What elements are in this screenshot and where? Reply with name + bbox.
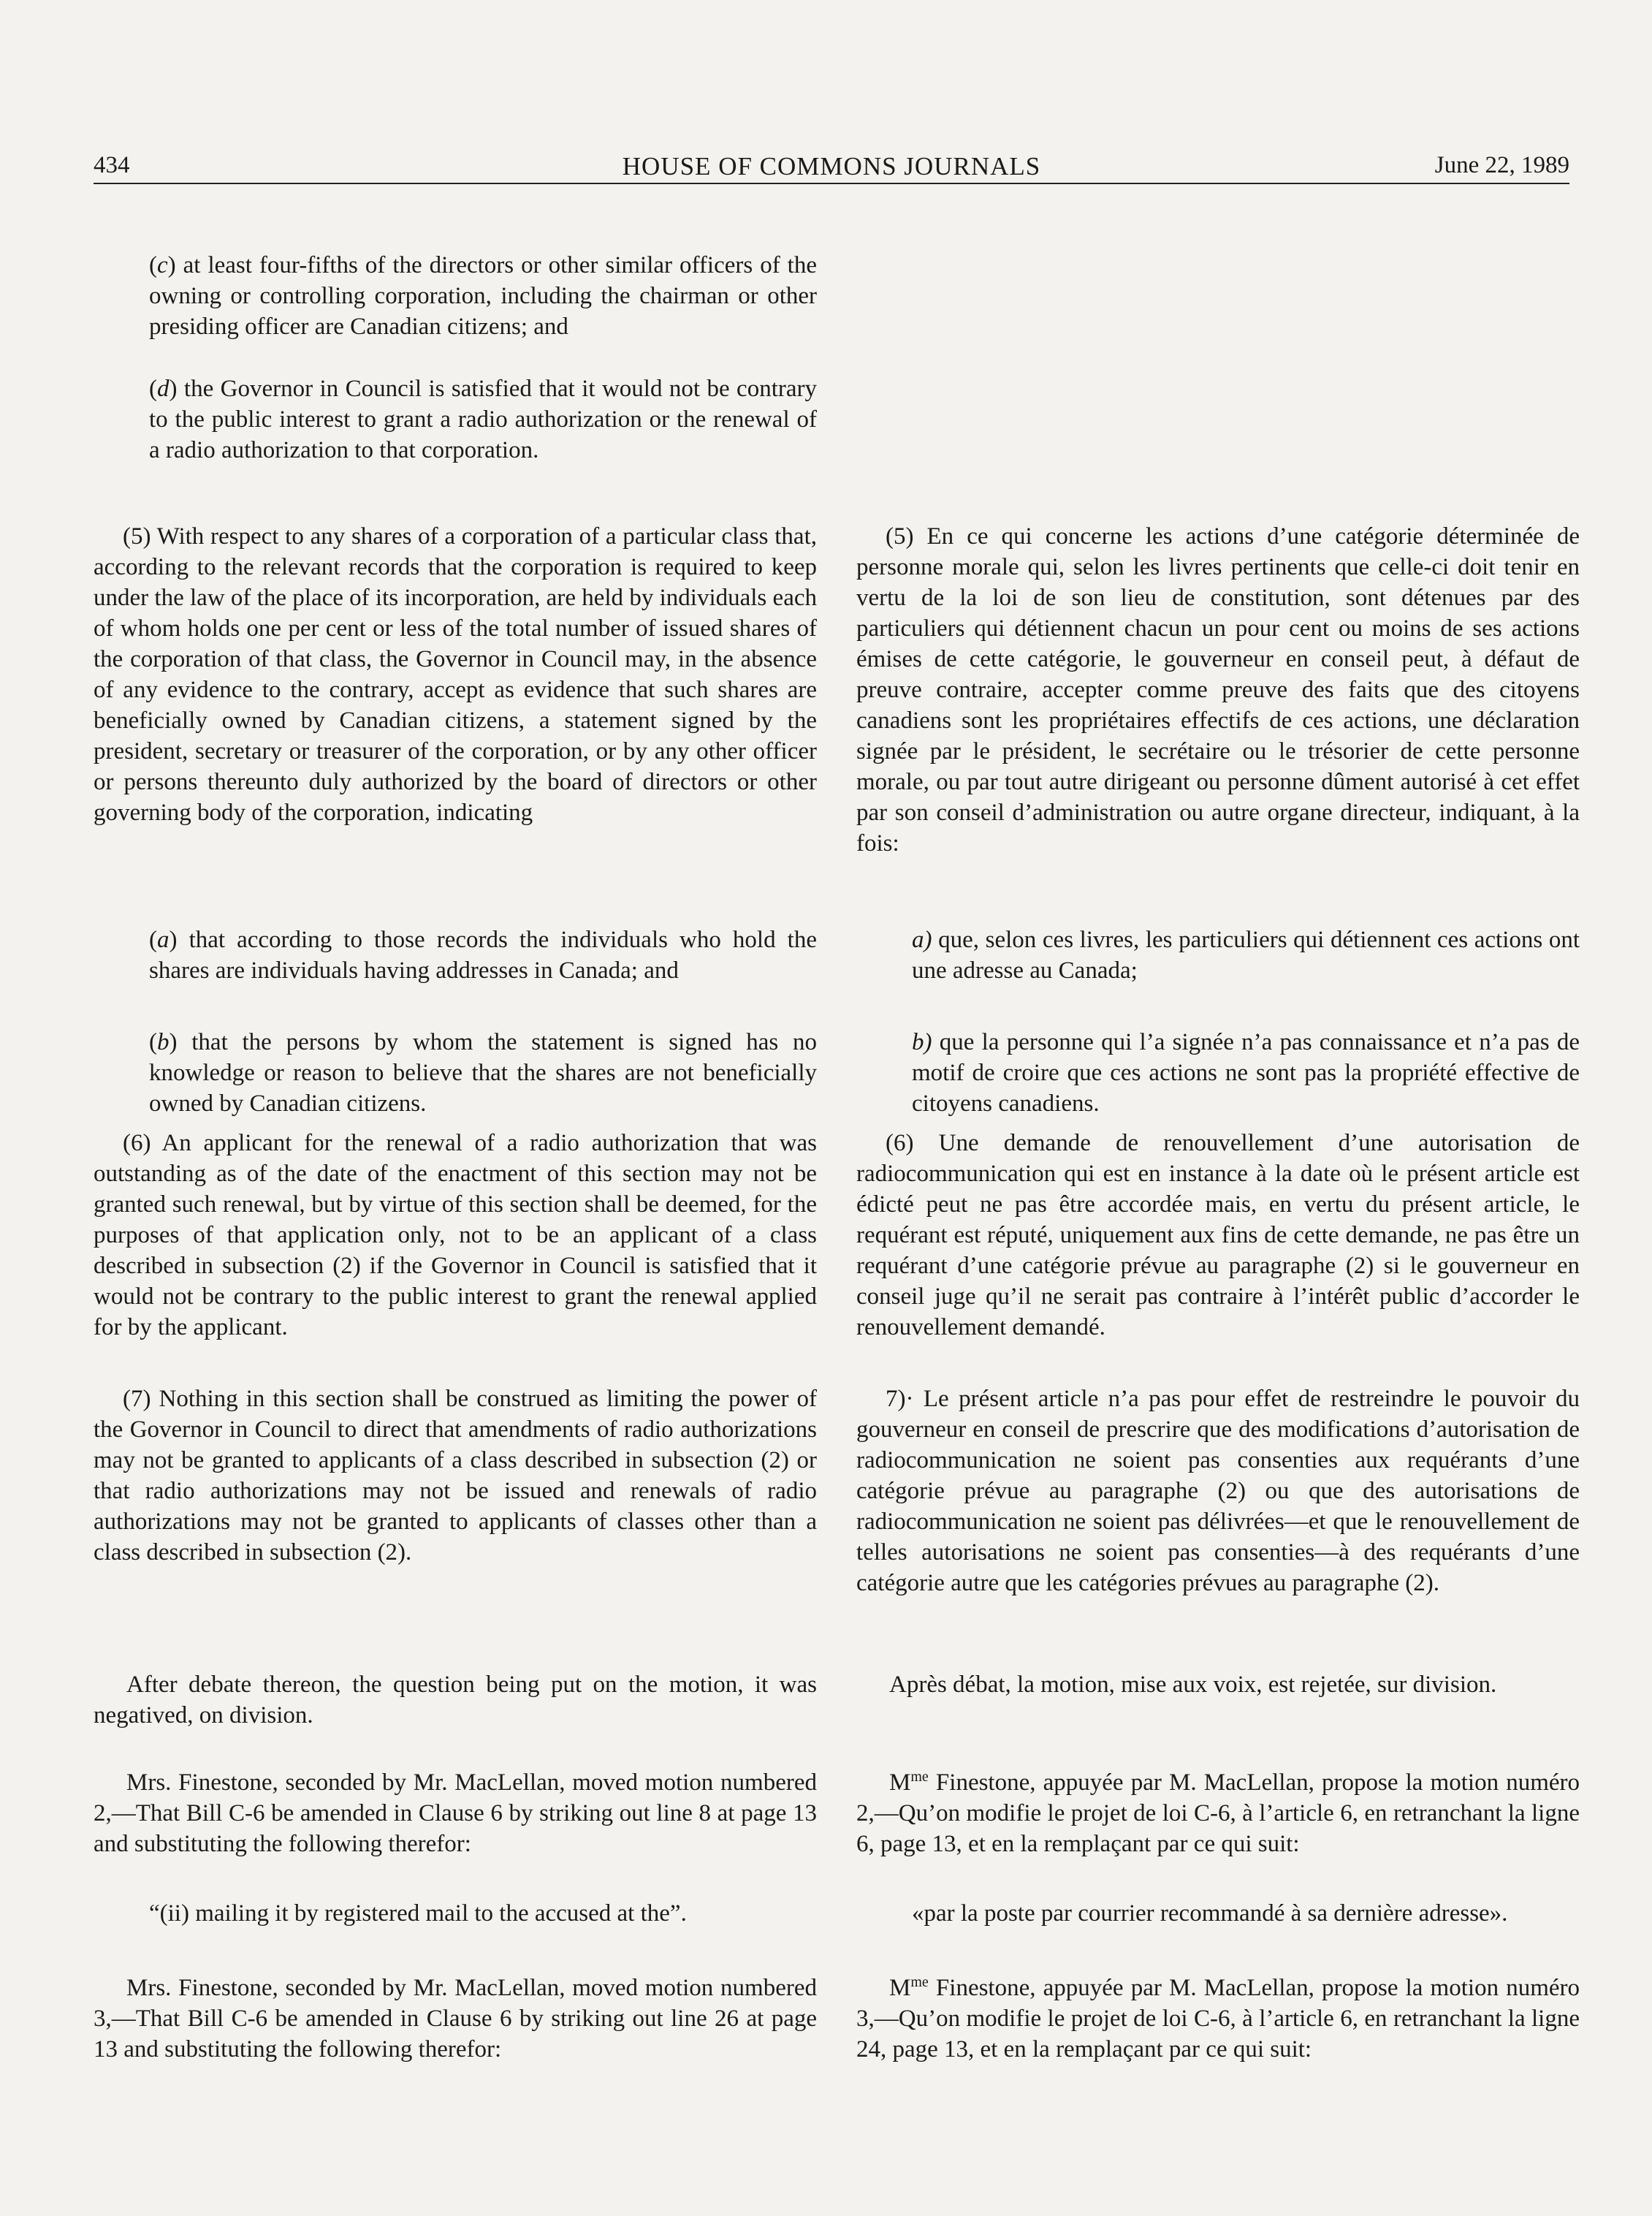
fr-motion-3	[856, 1973, 1580, 2065]
en-clause-c	[94, 250, 817, 342]
en-para-c: (c) at least four-fifths of the directors or other similar officers of the owning or controlling corporation, including the chairman or other presiding officer are Canadian citizens; and	[149, 252, 817, 340]
fr-motion2-body: Finestone, appuyée par M. MacLellan, propose la motion numéro 2,—Qu’on modifie le projet de loi C-6, à l’article 6, en retranchant la ligne 6, page 13, et en la remplaçant par ce qui suit:	[856, 1769, 1580, 1857]
fr-b-text: que la personne qui l’a signée n’a pas connaissance et n’a pas de motif de croire que ces actions ne sont pas la propriété effective de citoyens canadiens.	[912, 1029, 1580, 1117]
en-b-label: b	[157, 1029, 170, 1055]
fr-mme-sup-3: me	[910, 1974, 929, 1990]
en-motion3-text: Mrs. Finestone, seconded by Mr. MacLellan, moved motion numbered 3,—That Bill C-6 be amended in Clause 6 by striking out line 26 at page 13 and substituting the following therefor:	[94, 1975, 817, 2063]
en-s6: (6) An applicant for the renewal of a radio authorization that was outstanding as of the date of the enactment of this section may not be granted such renewal, but by virtue of this section shall be deemed, for the purposes of that application only, not to be an applicant of a class described in subsection (2) if the Governor in Council is satisfied that it would not be contrary to the public interest to grant the renewal applied for by the applicant.	[94, 1130, 817, 1340]
fr-quote2-text: «par la poste par courrier recommandé à sa dernière adresse».	[912, 1900, 1508, 1927]
fr-a-text: que, selon ces livres, les particuliers qui détiennent ces actions ont une adresse au Canada;	[912, 927, 1580, 984]
en-motion-2	[94, 1767, 817, 1859]
fr-s7: 7)· Le présent article n’a pas pour effet de restreindre le pouvoir du gouverneur en conseil de prescrire que des modifications d’autorisation de radiocommunication ne soient pas consenties aux requérants d’une catégorie prévue au paragraphe (2) ou que des autorisations de radiocommunication ne soient pas délivrées—et que le renouvellement de telles autorisations ne soient pas consenties—à des requérants d’une catégorie autre que les catégories prévues au paragraphe (2).	[856, 1386, 1580, 1596]
fr-subsection-6	[856, 1128, 1580, 1343]
page-header	[94, 152, 1569, 190]
fr-clause-a	[856, 925, 1580, 986]
fr-para-b	[856, 1027, 1580, 1119]
fr-motion3-body: Finestone, appuyée par M. MacLellan, propose la motion numéro 3,—Qu’on modifie le projet de loi C-6, à l’article 6, en retranchant la ligne 24, page 13, et en la remplaçant par ce qui suit:	[856, 1975, 1580, 2063]
en-b-text: that the persons by whom the statement is signed has no knowledge or reason to believe that the shares are not beneficially owned by Canadian citizens.	[149, 1029, 817, 1117]
journal-date: June 22, 1989	[1434, 152, 1569, 178]
fr-subsection-5	[856, 521, 1580, 859]
fr-s6: (6) Une demande de renouvellement d’une autorisation de radiocommunication qui est en instance à la date où le présent article est édicté peut ne pas être accordée mais, en vertu du présent article, le requérant est réputé, uniquement aux fins de cette demande, ne pas être un requérant d’une catégorie prévue au paragraphe (2) si le gouverneur en conseil juge qu’il ne serait pas contraire à l’intérêt public d’accorder le renouvellement demandé.	[856, 1130, 1580, 1340]
en-para-d: (d) the Governor in Council is satisfied that it would not be contrary to the public interest to grant a radio authorization or the renewal of a radio authorization to that corporation.	[149, 376, 817, 463]
en-debate	[94, 1669, 817, 1731]
fr-mme-sup-2: me	[910, 1769, 929, 1785]
fr-a-label: a)	[912, 927, 932, 953]
en-c-label: c	[157, 252, 168, 278]
en-quote2-text: “(ii) mailing it by registered mail to the accused at the”.	[149, 1900, 687, 1927]
en-motion-3	[94, 1973, 817, 2065]
en-motion2-text: Mrs. Finestone, seconded by Mr. MacLellan, moved motion numbered 2,—That Bill C-6 be amended in Clause 6 by striking out line 8 at page 13 and substituting the following therefor:	[94, 1769, 817, 1857]
en-clause-b	[94, 1027, 817, 1119]
fr-motion-2	[856, 1767, 1580, 1859]
en-d-text: the Governor in Council is satisfied that it would not be contrary to the public interest to grant a radio authorization or the renewal of a radio authorization to that corporation.	[149, 376, 817, 463]
fr-para-a	[856, 925, 1580, 986]
fr-debate-text: Après débat, la motion, mise aux voix, est rejetée, sur division.	[889, 1672, 1497, 1698]
fr-quote-2	[856, 1898, 1580, 1929]
en-c-text: at least four-fifths of the directors or other similar officers of the owning or controlling corporation, including the chairman or other presiding officer are Canadian citizens; and	[149, 252, 817, 340]
fr-b-label: b)	[912, 1029, 932, 1055]
fr-motion3-text	[856, 1973, 1580, 2065]
en-clause-a	[94, 925, 817, 986]
en-d-label: d	[157, 376, 170, 402]
en-s7: (7) Nothing in this section shall be construed as limiting the power of the Governor in Council to direct that amendments of radio authorizations may not be granted to applicants of a class described in subsection (2) or that radio authorizations may not be issued and renewals of radio authorizations may not be granted to applicants of classes other than a class described in subsection (2).	[94, 1386, 817, 1566]
en-a-text: that according to those records the individuals who hold the shares are individuals having addresses in Canada; and	[149, 927, 817, 984]
en-quote-2	[94, 1898, 817, 1929]
en-s5: (5) With respect to any shares of a corporation of a particular class that, according to the relevant records that the corporation is required to keep under the law of the place of its incorporation, are held by individuals each of whom holds one per cent or less of the total number of issued shares of the corporation of that class, the Governor in Council may, in the absence of any evidence to the contrary, accept as evidence that such shares are beneficially owned by Canadian citizens, a statement signed by the president, secretary or treasurer of the corporation, or by any other officer or persons thereunto duly authorized by the board of directors or other governing body of the corporation, indicating	[94, 523, 817, 826]
fr-debate	[856, 1669, 1580, 1700]
fr-mme-2: M	[889, 1769, 911, 1796]
en-subsection-7	[94, 1384, 817, 1568]
fr-s5: (5) En ce qui concerne les actions d’une catégorie déterminée de personne morale qui, selon les livres pertinents que celle-ci doit tenir en vertu de la loi de son lieu de constitution, sont détenues par des particuliers qui détiennent chacun un pour cent ou moins de ses actions émises de cette catégorie, le gouverneur en conseil peut, à défaut de preuve contraire, accepter comme preuve des faits que des citoyens canadiens sont les propriétaires effectifs de ces actions, une déclaration signée par le président, le secrétaire ou le trésorier de cette personne morale, ou par tout autre dirigeant ou personne dûment autorisé à cet effet par son conseil d’administration ou autre organe directeur, indiquant, à la fois:	[856, 523, 1580, 857]
en-subsection-6	[94, 1128, 817, 1343]
en-a-label: a	[157, 927, 170, 953]
header-rule	[94, 183, 1569, 184]
en-para-a: (a) that according to those records the individuals who hold the shares are individuals having addresses in Canada; and	[149, 927, 817, 984]
en-debate-text: After debate thereon, the question being put on the motion, it was negatived, on division.	[94, 1672, 817, 1729]
en-subsection-5	[94, 521, 817, 828]
fr-motion2-text	[856, 1767, 1580, 1859]
fr-mme-3: M	[889, 1975, 911, 2001]
en-clause-d	[94, 373, 817, 466]
journal-title: HOUSE OF COMMONS JOURNALS	[622, 152, 1041, 181]
page-number: 434	[94, 152, 130, 178]
fr-subsection-7	[856, 1384, 1580, 1598]
en-para-b: (b) that the persons by whom the statement is signed has no knowledge or reason to believe that the shares are not beneficially owned by Canadian citizens.	[149, 1029, 817, 1117]
fr-clause-b	[856, 1027, 1580, 1119]
